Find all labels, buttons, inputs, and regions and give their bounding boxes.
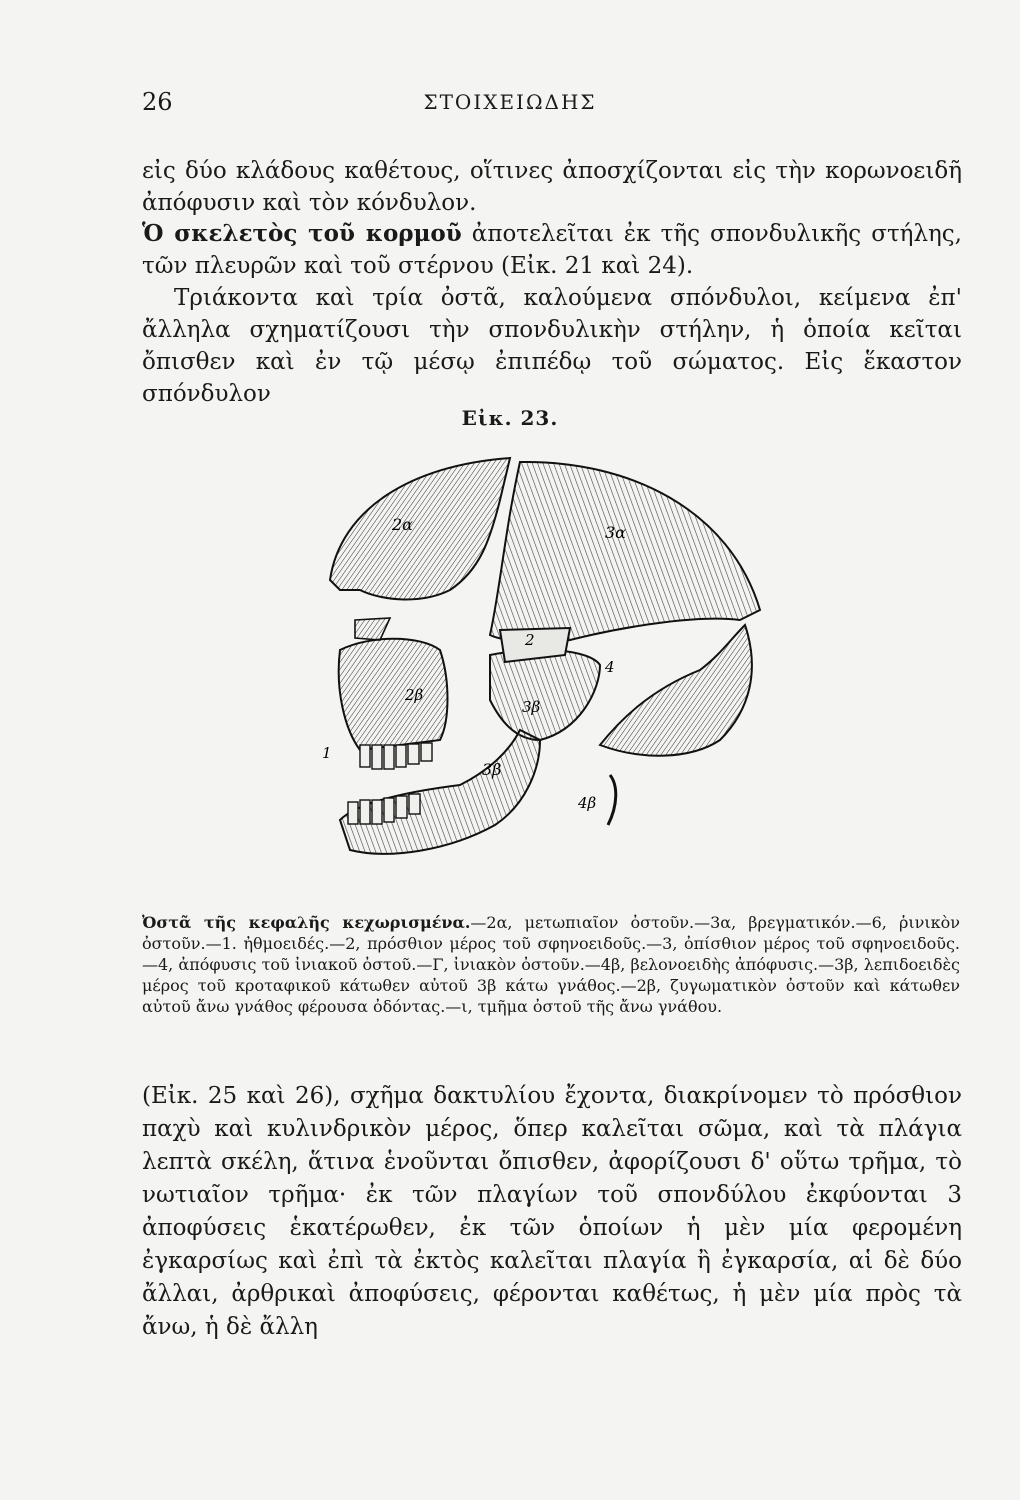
paragraph-2 [142, 218, 962, 282]
paragraph-1: εἰς δύο κλάδους καθέτους, οἵτινες ἀποσχίζονται εἰς τὴν κορωνοειδῆ ἀπόφυσιν καὶ τὸν κόνδυλον. [142, 158, 962, 216]
figure-title: Εἰκ. 23. [461, 406, 559, 430]
caption-heading: Ὀστᾶ τῆς κεφαλῆς κεχωρισμένα. [142, 913, 471, 932]
paragraph-2-heading: Ὁ σκελετὸς τοῦ κορμοῦ [142, 220, 462, 247]
occipital-bone [600, 625, 752, 756]
figure-caption [142, 912, 960, 1017]
running-title: ΣΤΟΙΧΕΙΩΔΗΣ [423, 90, 597, 114]
label-3b-upper: 3β [522, 698, 541, 716]
label-4b: 4β [578, 794, 597, 812]
label-2: 2 [525, 631, 535, 649]
paragraph-3: Τριάκοντα καὶ τρία ὀστᾶ, καλούμενα σπόνδυλοι, κείμενα ἐπ' ἄλληλα σχηματίζουσι τὴν σπονδυλικὴν στήλην, ἡ ὁποία κεῖται ὄπισθεν καὶ ἐν τῷ μέσῳ ἐπιπέδῳ τοῦ σώματος. Εἰς ἕκαστον σπόνδυλον [142, 285, 962, 407]
label-3a: 3α [605, 523, 626, 542]
skull-illustration [300, 440, 770, 870]
parietal-bone [490, 462, 760, 642]
styloid-process [608, 775, 616, 825]
paragraph-2-text: ἀποτελεῖται ἐκ τῆς σπονδυλικῆς στήλης, τῶν πλευρῶν καὶ τοῦ στέρνου (Εἰκ. 21 καὶ 24). [142, 221, 962, 279]
frontal-bone [330, 458, 510, 599]
maxilla [339, 639, 448, 750]
label-2b: 2β [405, 686, 424, 704]
temporal-bone [490, 650, 600, 740]
label-1: 1 [322, 744, 332, 762]
paragraph-4: (Εἰκ. 25 καὶ 26), σχῆμα δακτυλίου ἔχοντα, διακρίνομεν τὸ πρόσθιον παχὺ καὶ κυλινδρικὸν μέρος, ὅπερ καλεῖται σῶμα, καὶ τὰ πλάγια λεπτὰ σκέλη, ἅτινα ἑνοῦνται ὄπισθεν, ἀφορίζουσι δ' οὕτω τρῆμα, τὸ νωτιαῖον τρῆμα· ἐκ τῶν πλαγίων τοῦ σπονδύλου ἐκφύονται 3 ἀποφύσεις ἑκατέρωθεν, ἐκ τῶν ὁποίων ἡ μὲν μία φερομένη ἐγκαρσίως καὶ ἐπὶ τὰ ἐκτὸς καλεῖται πλαγία ἢ ἐγκαρσία, αἱ δὲ δύο ἄλλαι, ἀρθρικαὶ ἀποφύσεις, φέρονται καθέτως, ἡ μὲν μία πρὸς τὰ ἄνω, ἡ δὲ ἄλλη [142, 1083, 962, 1340]
page-header [0, 88, 1020, 118]
label-2a: 2α [392, 515, 413, 534]
label-4: 4 [605, 658, 615, 676]
caption-text: —2α, μετωπιαῖον ὀστοῦν.—3α, βρεγματικόν.—6, ῥινικὸν ὀστοῦν.—1. ἠθμοειδές.—2, πρόσθιον μέρος τοῦ σφηνοειδοῦς.—3, ὀπίσθιον μέρος τοῦ σφηνοειδοῦς.—4, ἀπόφυσις τοῦ ἰνιακοῦ ὀστοῦ.—Γ, ἰνιακὸν ὀστοῦν.—4β, βελονοειδὴς ἀπόφυσις.—3β, λεπιδοειδὲς μέρος τοῦ κροταφικοῦ κάτωθεν αὐτοῦ 3β κάτω γνάθος.—2β, ζυγωματικὸν ὀστοῦν καὶ κάτωθεν αὐτοῦ ἄνω γνάθος φέρουσα ὀδόντας.—ι, τμῆμα ὀστοῦ τῆς ἄνω γνάθου. [142, 913, 960, 1016]
nasal-bone [355, 618, 390, 640]
label-3b-lower: 3β [482, 760, 502, 779]
page-number: 26 [142, 88, 173, 116]
